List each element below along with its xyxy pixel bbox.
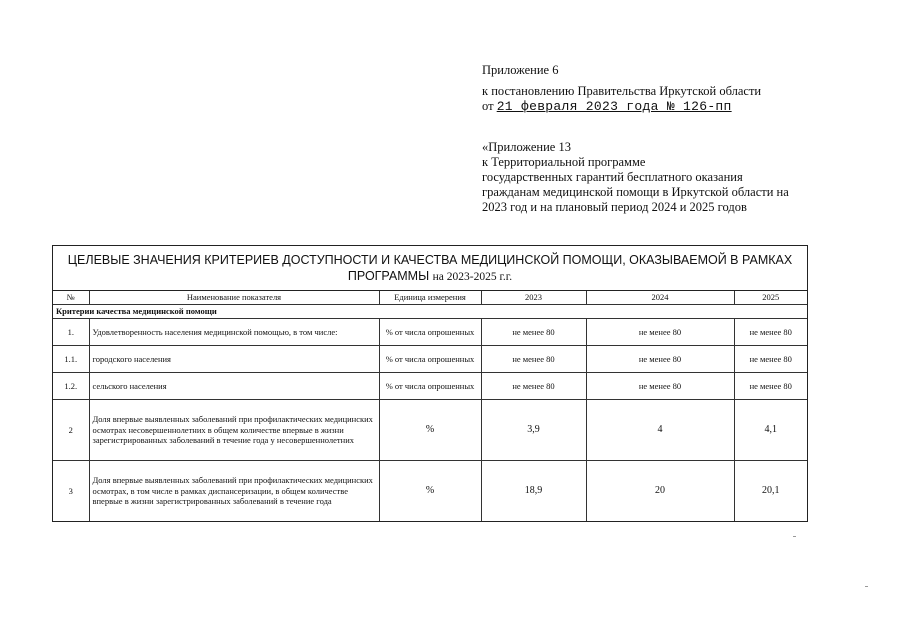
quote-line: 2023 год и на плановый период 2024 и 2025 годов bbox=[482, 200, 747, 214]
row-unit: % от числа опрошенных bbox=[379, 373, 481, 400]
table-title bbox=[53, 246, 807, 291]
row-indicator: Доля впервые выявленных заболеваний при профилактических медицинских осмотрах, в том числе в рамках диспансеризации, в общем количестве впервые в жизни зарегистрированных заболеваний в течение года bbox=[89, 461, 379, 522]
resolution-date: 21 февраля 2023 года № 126-пп bbox=[496, 99, 732, 114]
quote-line: «Приложение 13 bbox=[482, 140, 571, 154]
row-unit: % bbox=[379, 400, 481, 461]
row-value-2025: 20,1 bbox=[734, 461, 807, 522]
criteria-grid bbox=[53, 291, 807, 521]
row-value-2025: не менее 80 bbox=[734, 319, 807, 346]
row-indicator: городского населения bbox=[89, 346, 379, 373]
quote-line: гражданам медицинской помощи в Иркутской области на bbox=[482, 185, 789, 199]
row-indicator: сельского населения bbox=[89, 373, 379, 400]
row-number: 2 bbox=[53, 400, 89, 461]
column-header-2025: 2025 bbox=[734, 291, 807, 305]
row-number: 1. bbox=[53, 319, 89, 346]
table-title-period: на 2023-2025 г.г. bbox=[432, 271, 513, 283]
appendix-number: Приложение 6 bbox=[482, 63, 559, 77]
row-value-2025: не менее 80 bbox=[734, 373, 807, 400]
appendix-header bbox=[482, 63, 802, 114]
row-indicator: Удовлетворенность населения медицинской помощью, в том числе: bbox=[89, 319, 379, 346]
column-header-2023: 2023 bbox=[481, 291, 586, 305]
row-unit: % от числа опрошенных bbox=[379, 346, 481, 373]
row-indicator: Доля впервые выявленных заболеваний при профилактических медицинских осмотрах несовершеннолетних в общем количестве впервые в жизни зарегистрированных заболеваний в течение года у несовершеннолетних bbox=[89, 400, 379, 461]
row-value-2023: не менее 80 bbox=[481, 319, 586, 346]
scan-speck bbox=[865, 586, 868, 587]
table-row bbox=[53, 319, 807, 346]
quote-line: к Территориальной программе bbox=[482, 155, 646, 169]
section-title: Критерии качества медицинской помощи bbox=[53, 305, 807, 319]
from-prefix: от bbox=[482, 99, 494, 113]
row-value-2023: 3,9 bbox=[481, 400, 586, 461]
row-value-2025: 4,1 bbox=[734, 400, 807, 461]
table-row bbox=[53, 400, 807, 461]
row-number: 1.1. bbox=[53, 346, 89, 373]
row-number: 3 bbox=[53, 461, 89, 522]
section-row bbox=[53, 305, 807, 319]
column-header-2024: 2024 bbox=[586, 291, 734, 305]
row-number: 1.2. bbox=[53, 373, 89, 400]
row-value-2023: не менее 80 bbox=[481, 346, 586, 373]
table-header-row bbox=[53, 291, 807, 305]
quote-line: государственных гарантий бесплатного оказания bbox=[482, 170, 743, 184]
row-unit: % от числа опрошенных bbox=[379, 319, 481, 346]
table-row bbox=[53, 373, 807, 400]
table-row bbox=[53, 461, 807, 522]
column-header-unit: Единица измерения bbox=[379, 291, 481, 305]
column-header-number: № bbox=[53, 291, 89, 305]
resolution-date-line bbox=[482, 99, 802, 114]
resolution-reference: к постановлению Правительства Иркутской области bbox=[482, 84, 762, 98]
scan-speck bbox=[793, 536, 796, 537]
row-value-2024: 20 bbox=[586, 461, 734, 522]
row-unit: % bbox=[379, 461, 481, 522]
table-row bbox=[53, 346, 807, 373]
row-value-2024: не менее 80 bbox=[586, 319, 734, 346]
column-header-name: Наименование показателя bbox=[89, 291, 379, 305]
row-value-2023: не менее 80 bbox=[481, 373, 586, 400]
program-appendix-reference bbox=[482, 140, 802, 215]
row-value-2025: не менее 80 bbox=[734, 346, 807, 373]
row-value-2024: не менее 80 bbox=[586, 373, 734, 400]
row-value-2024: не менее 80 bbox=[586, 346, 734, 373]
criteria-table bbox=[52, 245, 808, 522]
row-value-2024: 4 bbox=[586, 400, 734, 461]
row-value-2023: 18,9 bbox=[481, 461, 586, 522]
table-title-main: ЦЕЛЕВЫЕ ЗНАЧЕНИЯ КРИТЕРИЕВ ДОСТУПНОСТИ И КАЧЕСТВА МЕДИЦИНСКОЙ ПОМОЩИ, ОКАЗЫВАЕМОЙ В РАМКАХ ПРОГРАММЫ bbox=[67, 253, 793, 283]
